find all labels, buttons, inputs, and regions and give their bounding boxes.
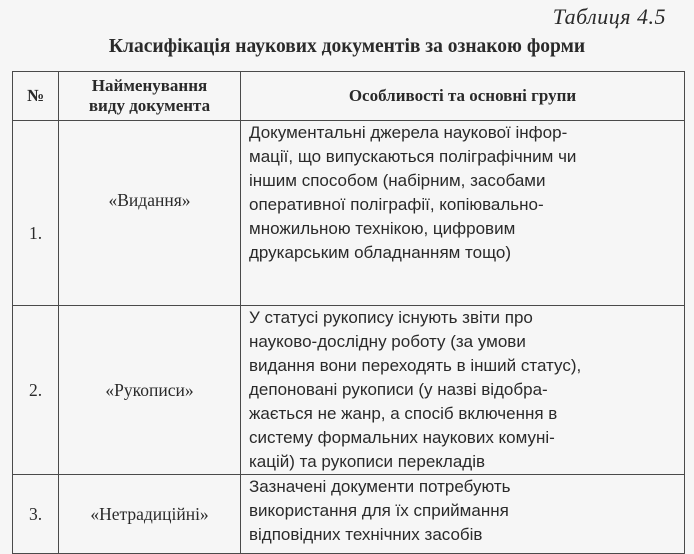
- description-line: жається не жанр, а спосіб включення в: [249, 404, 558, 423]
- description-line: систему формальних наукових комуні-: [249, 428, 555, 447]
- row-number: 2.: [13, 306, 59, 475]
- row-name: «Видання»: [59, 121, 241, 306]
- row-name: «Рукописи»: [59, 306, 241, 475]
- description-line: видання вони переходять в інший статус),: [249, 356, 582, 375]
- header-name: [59, 72, 241, 121]
- table-title: Класифікація наукових документів за ознакою форми: [108, 36, 586, 57]
- row-description: [241, 475, 685, 554]
- description-line: використання для їх сприймання: [249, 501, 509, 520]
- row-description: [241, 121, 685, 306]
- description-line: друкарським обладнанням тощо): [249, 243, 512, 262]
- description-line: науково-дослідну роботу (за умови: [249, 332, 526, 351]
- description-line: іншим способом (набірним, засобами: [249, 171, 546, 190]
- header-name-line2: виду документа: [88, 96, 211, 115]
- header-description: Особливості та основні групи: [241, 72, 685, 121]
- row-name: «Нетрадиційні»: [59, 475, 241, 554]
- table-row: [13, 306, 685, 475]
- header-number: №: [13, 72, 59, 121]
- row-number: 1.: [13, 121, 59, 306]
- description-line: Документальні джерела наукової інфор-: [249, 123, 568, 142]
- table-number: Таблиця 4.5: [552, 4, 666, 29]
- table-header-row: [13, 72, 685, 121]
- table-row: [13, 475, 685, 554]
- description-line: кацій) та рукописи перекладів: [249, 452, 485, 471]
- row-number: 3.: [13, 475, 59, 554]
- header-name-line1: Найменування: [91, 76, 208, 95]
- description-line: множильною технікою, цифровим: [249, 219, 516, 238]
- row-description: [241, 306, 685, 475]
- description-line: відповідних технічних засобів: [249, 525, 483, 544]
- description-line: депоновані рукописи (у назві відобра-: [249, 380, 548, 399]
- description-line: У статусі рукопису існують звіти про: [249, 308, 533, 327]
- classification-table: [12, 71, 685, 554]
- description-line: Зазначені документи потребують: [249, 477, 511, 496]
- table-row: [13, 121, 685, 306]
- description-line: оперативної поліграфії, копіювально-: [249, 195, 544, 214]
- description-line: мації, що випускаються поліграфічним чи: [249, 147, 577, 166]
